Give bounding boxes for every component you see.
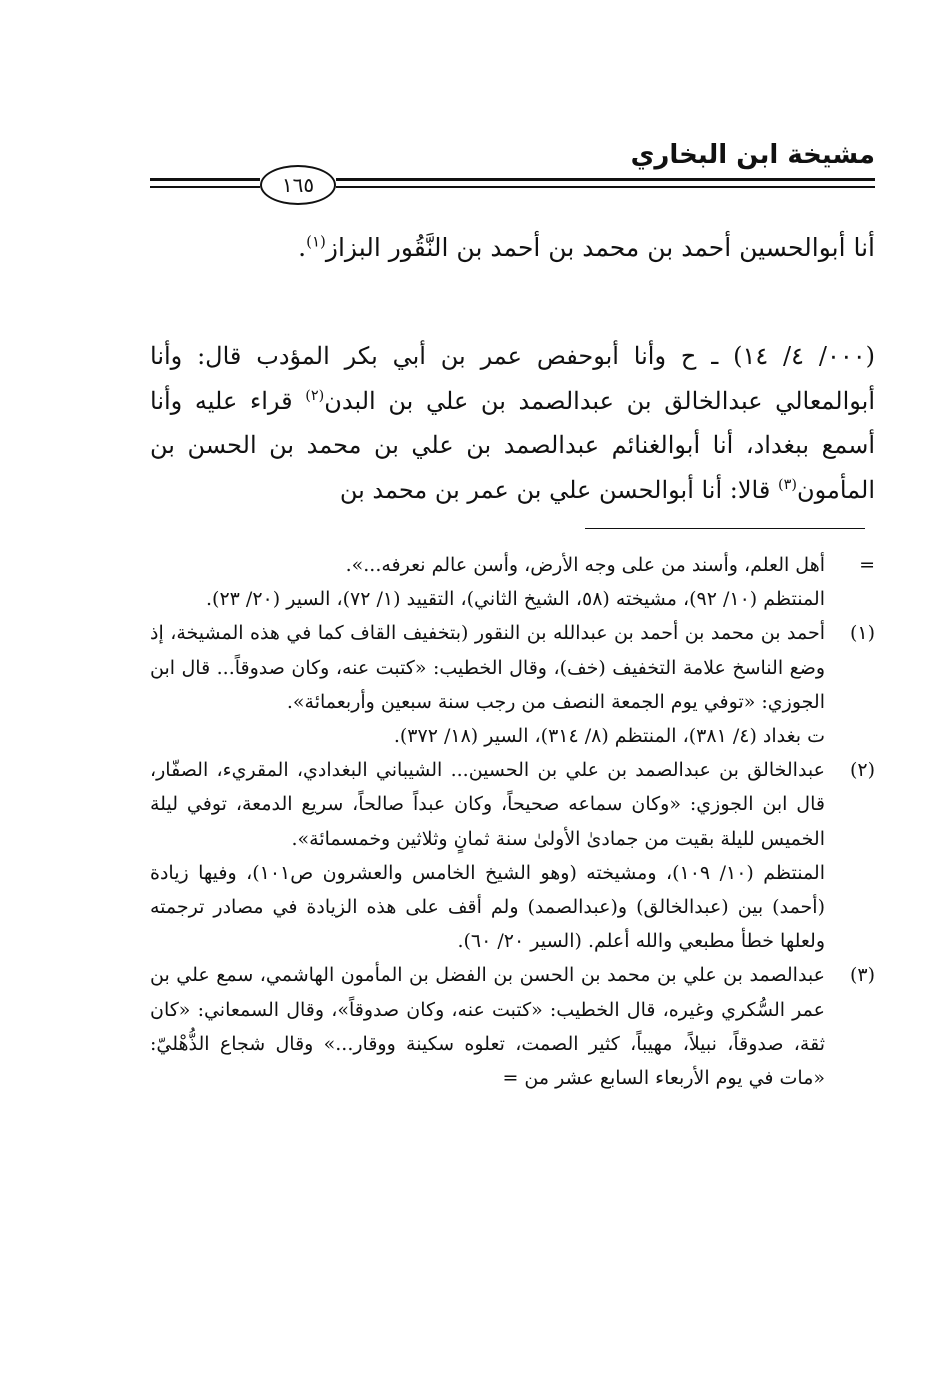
footnote-marker: (٣) [849, 964, 875, 987]
footnote-paragraph: أحمد بن محمد بن أحمد بن عبدالله بن النقور (بتخفيف القاف كما في هذه المشيخة، إذ وضع الناسخ علامة التخفيف (خف)، وقال الخطيب: «كتبت عنه، وكان صدوقاً... قال ابن الجوزي: «توفي يوم الجمعة النصف من رجب سنة سبعين وأربعمائة». [150, 622, 825, 713]
footnote-3 [150, 958, 875, 1095]
footnotes [150, 548, 875, 1095]
book-title: مشيخة ابن البخاري [630, 140, 875, 170]
footnote-separator [585, 528, 865, 529]
footnote-paragraph: عبدالصمد بن علي بن محمد بن الحسن بن الفضل بن المأمون الهاشمي، سمع علي بن عمر السُّكري وغيره، قال الخطيب: «كتبت عنه، وكان صدوقاً»، وقال السمعاني: «كان ثقة، صدوقاً، نبيلاً، مهيباً، كثير الصمت، تعلوه سكينة ووقار...» وقال شجاع الذُّهْليّ: «مات في يوم الأربعاء السابع عشر من = [150, 964, 825, 1090]
continuation-line: أهل العلم، وأسند من على وجه الأرض، وأسن عالم نعرفه...». [345, 554, 825, 576]
header-rule-right-bottom [336, 186, 875, 188]
main-para-part1: (٠٠٠/ ٤/ ١٤) ـ ح وأنا أبوحفص عمر بن أبي بكر المؤدب قال: وأنا أبوالمعالي عبدالخالق بن عبدالصمد بن علي بن البدن [150, 342, 875, 415]
main-paragraph [150, 334, 875, 512]
main-line1-text: أنا أبوالحسين أحمد بن محمد بن أحمد بن النَّقُور البزاز [325, 233, 875, 262]
footnote-2 [150, 753, 875, 958]
footnote-ref-2: (٢) [305, 387, 325, 404]
main-line1-end: . [298, 233, 307, 262]
footnote-continuation [150, 548, 875, 616]
footnote-paragraph: ت بغداد (٤/ ٣٨١)، المنتظم (٨/ ٣١٤)، السير (١٨/ ٣٧٢). [393, 725, 825, 748]
main-first-line [150, 226, 875, 270]
footnote-marker: (٢) [849, 759, 875, 782]
footnote-ref-1: (١) [306, 232, 326, 251]
continuation-line: المنتظم (١٠/ ٩٢)، مشيخته (٥٨، الشيخ الثاني)، التقييد (١/ ٧٢)، السير (٢٠/ ٢٣). [206, 588, 825, 611]
header-rule-left-top [150, 178, 260, 181]
main-para-part3: قالا: أنا أبوالحسن علي بن عمر بن محمد بن [339, 475, 778, 504]
page-header [150, 140, 875, 210]
footnote-paragraph: عبدالخالق بن عبدالصمد بن علي بن الحسين... الشيباني البغدادي، المقريء، الصفّار، قال ابن الجوزي: «وكان سماعه صحيحاً، وكان عبداً صالحاً، سريع الدمعة، توفي ليلة الخميس لليلة بقيت من جمادىٰ الأولىٰ سنة ثمانٍ وثلاثين وخمسمائة». [150, 759, 825, 850]
page-number: ١٦٥ [260, 165, 336, 205]
header-rule-left-bottom [150, 186, 260, 188]
footnote-marker: (١) [849, 622, 875, 645]
continuation-marker: = [859, 554, 875, 576]
footnote-1 [150, 616, 875, 753]
footnote-paragraph: المنتظم (١٠/ ١٠٩)، ومشيخته (وهو الشيخ الخامس والعشرون ص١٠١)، وفيها زيادة (أحمد) بين (عبدالخالق) و(عبدالصمد) ولم أقف على هذه الزيادة في مصادر ترجمته ولعلها خطأ مطبعي والله أعلم. (السير ٢٠/ ٦٠). [150, 861, 826, 953]
header-rule-right-top [336, 178, 875, 181]
footnote-ref-3: (٣) [777, 476, 797, 493]
main-para-part2: قراء عليه وأنا أسمع ببغداد، أنا أبوالغنائم عبدالصمد بن علي بن محمد بن الحسن بن المأمون [150, 386, 875, 504]
